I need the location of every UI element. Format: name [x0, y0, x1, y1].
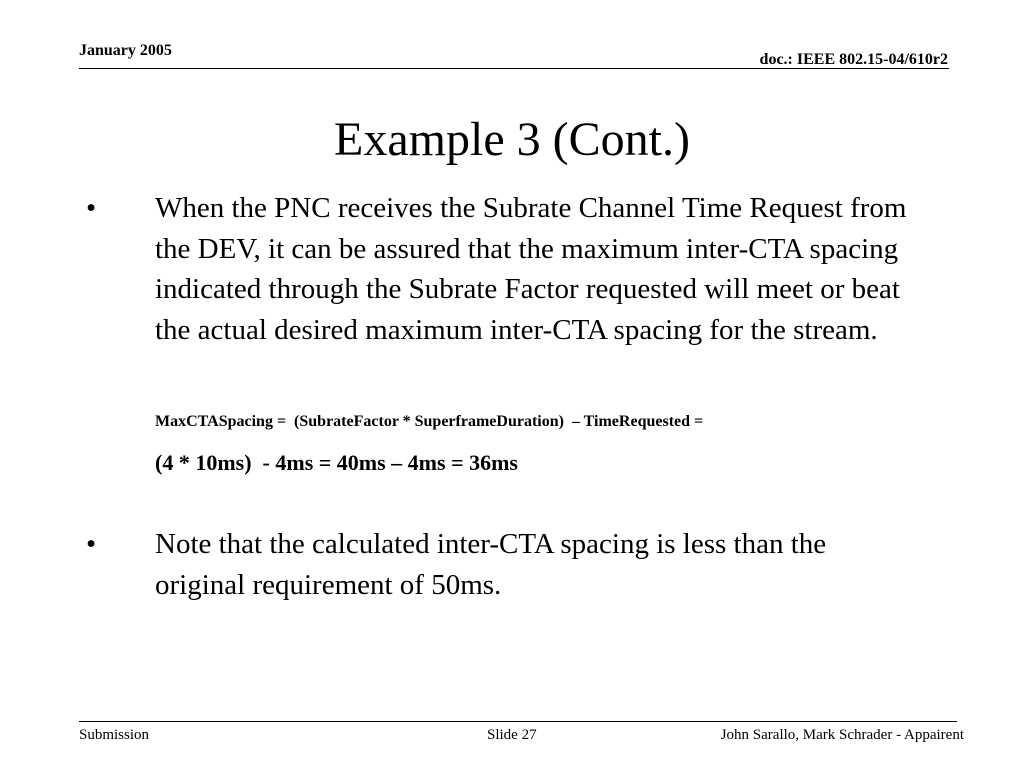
footer-divider — [79, 721, 957, 722]
footer-submission: Submission — [79, 727, 150, 743]
bullet-marker-2: • — [86, 528, 97, 560]
slide-title: Example 3 (Cont.) — [334, 113, 690, 166]
header-divider — [79, 68, 949, 69]
bullet-text-1: When the PNC receives the Subrate Channel Time Request from the DEV, it can be assured that the maximum inter-CTA spacing indicated through the Subrate Factor requested will meet or beat the actual desired maximum inter-CTA spacing for the stream. — [155, 192, 907, 346]
formula-line-2: (4 * 10ms) - 4ms = 40ms – 4ms = 36ms — [155, 450, 518, 475]
header-date: January 2005 — [79, 42, 172, 59]
header-doc-id: doc.: IEEE 802.15-04/610r2 — [759, 51, 948, 68]
formula-line-1: MaxCTASpacing = (SubrateFactor * SuperframeDuration) – TimeRequested = — [155, 413, 704, 430]
footer-slide-number: Slide 27 — [487, 727, 537, 743]
bullet-marker-1: • — [86, 192, 97, 224]
footer-authors: John Sarallo, Mark Schrader - Appairent — [720, 727, 964, 743]
bullet-text-2: Note that the calculated inter-CTA spacing is less than the original requirement of 50ms. — [155, 528, 827, 601]
